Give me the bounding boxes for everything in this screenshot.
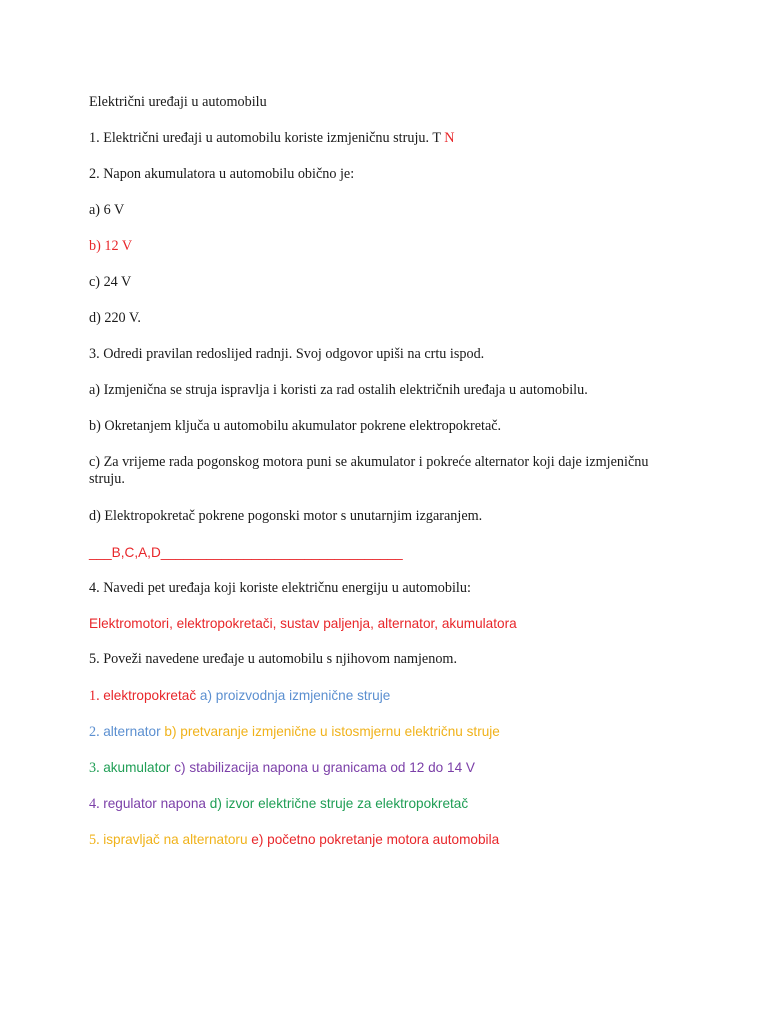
match-row-1-device: elektropokretač [103,688,197,703]
question-4-answer: Elektromotori, elektropokretači, sustav paljenja, alternator, akumulatora [89,616,517,631]
question-4: 4. Navedi pet uređaja koji koriste električnu energiju u automobilu: [89,580,471,596]
match-row-1-purpose: a) proizvodnja izmjenične struje [196,688,391,703]
match-row-1 [89,687,390,705]
match-row-2 [89,723,500,741]
question-3: 3. Odredi pravilan redoslijed radnji. Svoj odgovor upiši na crtu ispod. [89,346,485,362]
match-row-4 [89,795,468,813]
match-row-2-device: alternator [103,724,161,739]
question-2: 2. Napon akumulatora u automobilu obično je: [89,166,355,182]
match-row-2-number: 2. [89,724,104,740]
question-5: 5. Poveži navedene uređaje u automobilu s njihovom namjenom. [89,651,458,667]
question-3-answer-line: ___B,C,A,D________________________________ [89,545,403,560]
match-row-3-device: akumulator [103,760,171,775]
match-row-3-purpose: c) stabilizacija napona u granicama od 12 do 14 V [170,760,475,775]
question-1 [89,130,455,147]
question-3-step-a: a) Izmjenična se struja ispravlja i koristi za rad ostalih električnih uređaja u automobilu. [89,382,588,398]
question-2-option-a: a) 6 V [89,202,125,218]
match-row-4-device: regulator napona [103,796,206,811]
match-row-5-purpose: e) početno pokretanje motora automobila [247,832,500,847]
question-1-text: 1. Električni uređaji u automobilu koriste izmjeničnu struju. T [89,130,445,146]
question-3-step-d: d) Elektropokretač pokrene pogonski motor s unutarnjim izgaranjem. [89,508,483,524]
question-1-answer: N [444,130,455,146]
question-3-step-c: c) Za vrijeme rada pogonskog motora puni se akumulator i pokreće alternator koji daje izmjeničnu struju. [89,454,649,487]
match-row-2-purpose: b) pretvaranje izmjenične u istosmjernu električnu struje [160,724,500,739]
match-row-3 [89,759,475,777]
match-row-4-purpose: d) izvor električne struje za elektropokretač [205,796,469,811]
match-row-5-device: ispravljač na alternatoru [103,832,248,847]
question-3-step-b: b) Okretanjem ključa u automobilu akumulator pokrene elektropokretač. [89,418,502,434]
question-2-option-d: d) 220 V. [89,310,141,326]
match-row-3-number: 3. [89,760,104,776]
question-2-option-b-answer: b) 12 V [89,238,133,254]
match-row-1-number: 1. [89,688,104,704]
match-row-5-number: 5. [89,832,104,848]
question-2-option-c: c) 24 V [89,274,132,290]
match-row-4-number: 4. [89,796,104,812]
document-title: Električni uređaji u automobilu [89,94,267,110]
match-row-5 [89,831,499,849]
